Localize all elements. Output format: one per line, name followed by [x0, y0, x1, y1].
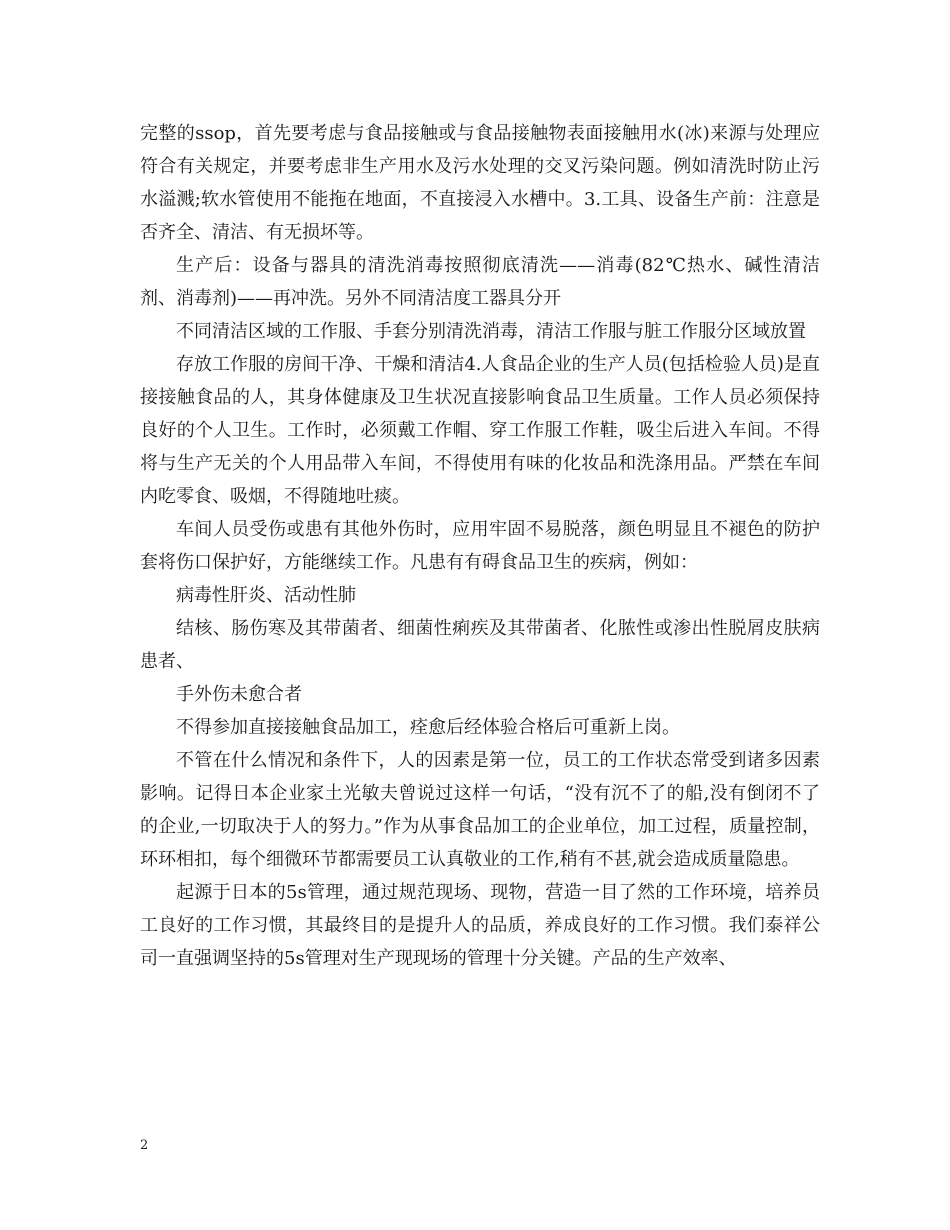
paragraph-ssop-water: 完整的ssop，首先要考虑与食品接触或与食品接触物表面接触用水(冰)来源与处理应符合有关规定，并要考虑非生产用水及污水处理的交叉污染问题。例如清洗时防止污水溢溅;软水管使用不能拖在地面，不直接浸入水槽中。3.工具、设备生产前：注意是否齐全、清洁、有无损坏等。	[140, 123, 820, 243]
paragraph-disease-tuberculosis: 结核、肠伤寒及其带菌者、细菌性痢疾及其带菌者、化脓性或渗出性脱屑皮肤病患者、	[140, 618, 820, 672]
body-text	[140, 117, 820, 975]
paragraph-hand-injury: 手外伤未愈合者	[176, 684, 302, 705]
paragraph-human-factor: 不管在什么情况和条件下，人的因素是第一位，员工的工作状态常受到诸多因素影响。记得日本企业家土光敏夫曾说过这样一句话，“没有沉不了的船,没有倒闭不了的企业,一切取决于人的努力。”作为从事食品加工的企业单位，加工过程，质量控制，环环相扣，每个细微环节都需要员工认真敬业的工作,稍有不甚,就会造成质量隐患。	[140, 750, 820, 870]
page-number: 2	[140, 1138, 149, 1153]
paragraph-personnel-hygiene: 存放工作服的房间干净、干燥和清洁4.人食品企业的生产人员(包括检验人员)是直接接触食品的人，其身体健康及卫生状况直接影响食品卫生质量。工作人员必须保持良好的个人卫生。工作时，必须戴工作帽、穿工作服工作鞋，吸尘后进入车间。不得将与生产无关的个人用品带入车间，不得使用有味的化妆品和洗涤用品。严禁在车间内吃零食、吸烟，不得随地吐痰。	[140, 354, 820, 507]
paragraph-disease-hepatitis: 病毒性肝炎、活动性肺	[176, 585, 356, 606]
paragraph-no-direct-contact: 不得参加直接接触食品加工，痊愈后经体验合格后可重新上岗。	[176, 717, 680, 738]
paragraph-5s-management: 起源于日本的5s管理，通过规范现场、现物，营造一目了然的工作环境，培养员工良好的工作习惯，其最终目的是提升人的品质，养成良好的工作习惯。我们泰祥公司一直强调坚持的5s管理对生产现现场的管理十分关键。产品的生产效率、	[140, 882, 820, 969]
paragraph-injury: 车间人员受伤或患有其他外伤时，应用牢固不易脱落，颜色明显且不褪色的防护套将伤口保护好，方能继续工作。凡患有有碍食品卫生的疾病，例如：	[140, 519, 820, 573]
paragraph-work-clothes: 不同清洁区域的工作服、手套分别清洗消毒，清洁工作服与脏工作服分区域放置	[176, 321, 806, 342]
paragraph-after-production: 生产后：设备与器具的清洗消毒按照彻底清洗——消毒(82℃热水、碱性清洁剂、消毒剂)——再冲洗。另外不同清洁度工器具分开	[140, 255, 820, 309]
